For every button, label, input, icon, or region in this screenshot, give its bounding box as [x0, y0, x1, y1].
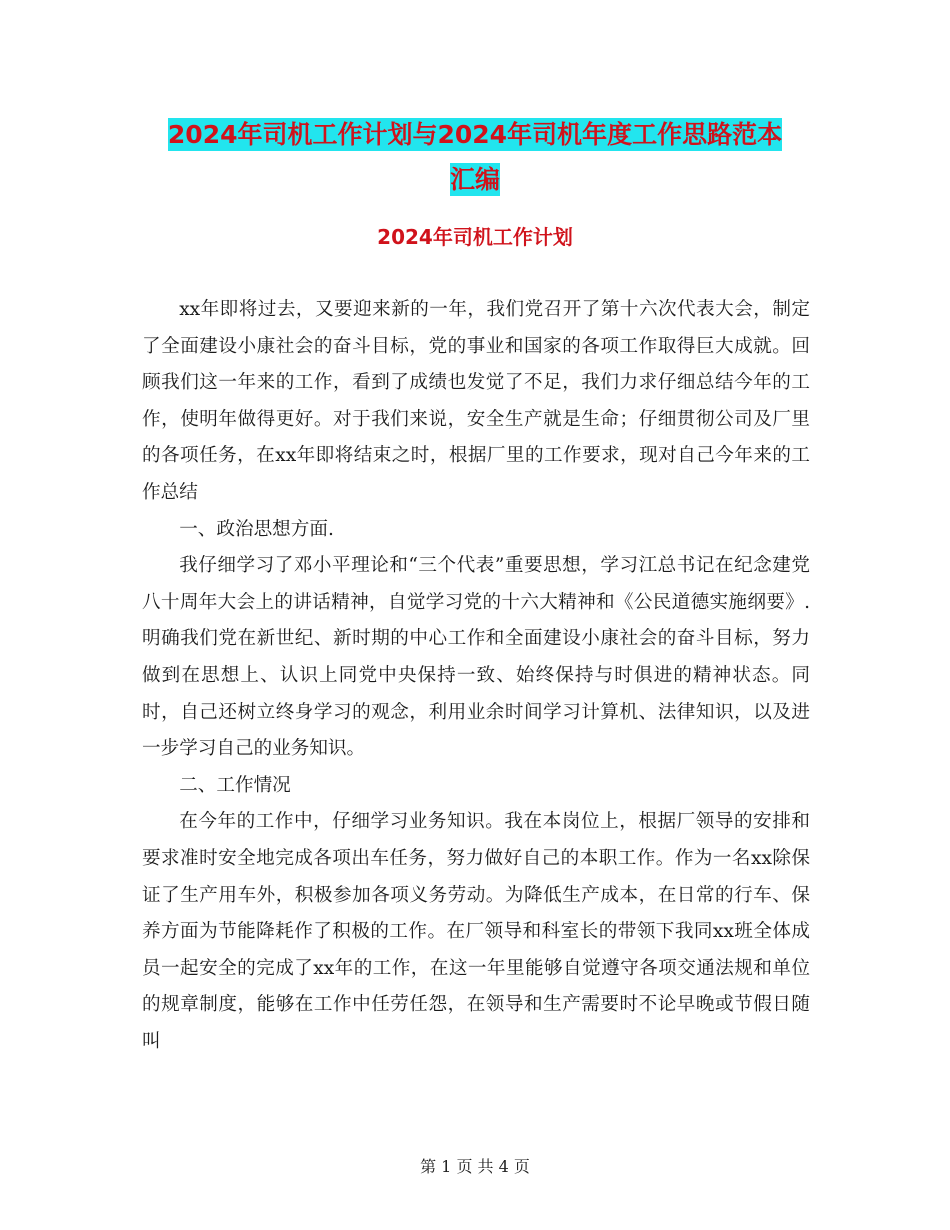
paragraph-work: 在今年的工作中，仔细学习业务知识。我在本岗位上，根据厂领导的安排和要求准时安全地完成各项出车任务，努力做好自己的本职工作。作为一名xx除保证了生产用车外，积极参加各项义务劳动。为降低生产成本，在日常的行车、保养方面为节能降耗作了积极的工作。在厂领导和科室长的带领下我同xx班全体成员一起安全的完成了xx年的工作，在这一年里能够自觉遵守各项交通法规和单位的规章制度，能够在工作中任劳任怨，在领导和生产需要时不论早晚或节假日随叫: [142, 811, 810, 1052]
document-title-line1: 2024年司机工作计划与2024年司机年度工作思路范本: [167, 120, 783, 149]
document-title-line2: 汇编: [449, 165, 500, 194]
document-title: [140, 112, 810, 202]
page-footer: 第 1 页 共 4 页: [420, 1157, 530, 1176]
heading-political: 一、政治思想方面.: [179, 518, 334, 540]
section-title: 2024年司机工作计划: [377, 225, 573, 249]
paragraph-political: 我仔细学习了邓小平理论和“三个代表”重要思想，学习江总书记在纪念建党八十周年大会上的讲话精神，自觉学习党的十六大精神和《公民道德实施纲要》.明确我们党在新世纪、新时期的中心工作和全面建设小康社会的奋斗目标，努力做到在思想上、认识上同党中央保持一致、始终保持与时俱进的精神状态。同时，自己还树立终身学习的观念，利用业余时间学习计算机、法律知识，以及进一步学习自己的业务知识。: [142, 555, 810, 760]
document-body: [142, 292, 810, 1060]
heading-work: 二、工作情况: [179, 774, 291, 796]
paragraph-intro: xx年即将过去，又要迎来新的一年，我们党召开了第十六次代表大会，制定了全面建设小康社会的奋斗目标，党的事业和国家的各项工作取得巨大成就。回顾我们这一年来的工作，看到了成绩也发觉了不足，我们力求仔细总结今年的工作，使明年做得更好。对于我们来说，安全生产就是生命；仔细贯彻公司及厂里的各项任务，在xx年即将结束之时，根据厂里的工作要求，现对自己今年来的工作总结: [142, 299, 810, 503]
